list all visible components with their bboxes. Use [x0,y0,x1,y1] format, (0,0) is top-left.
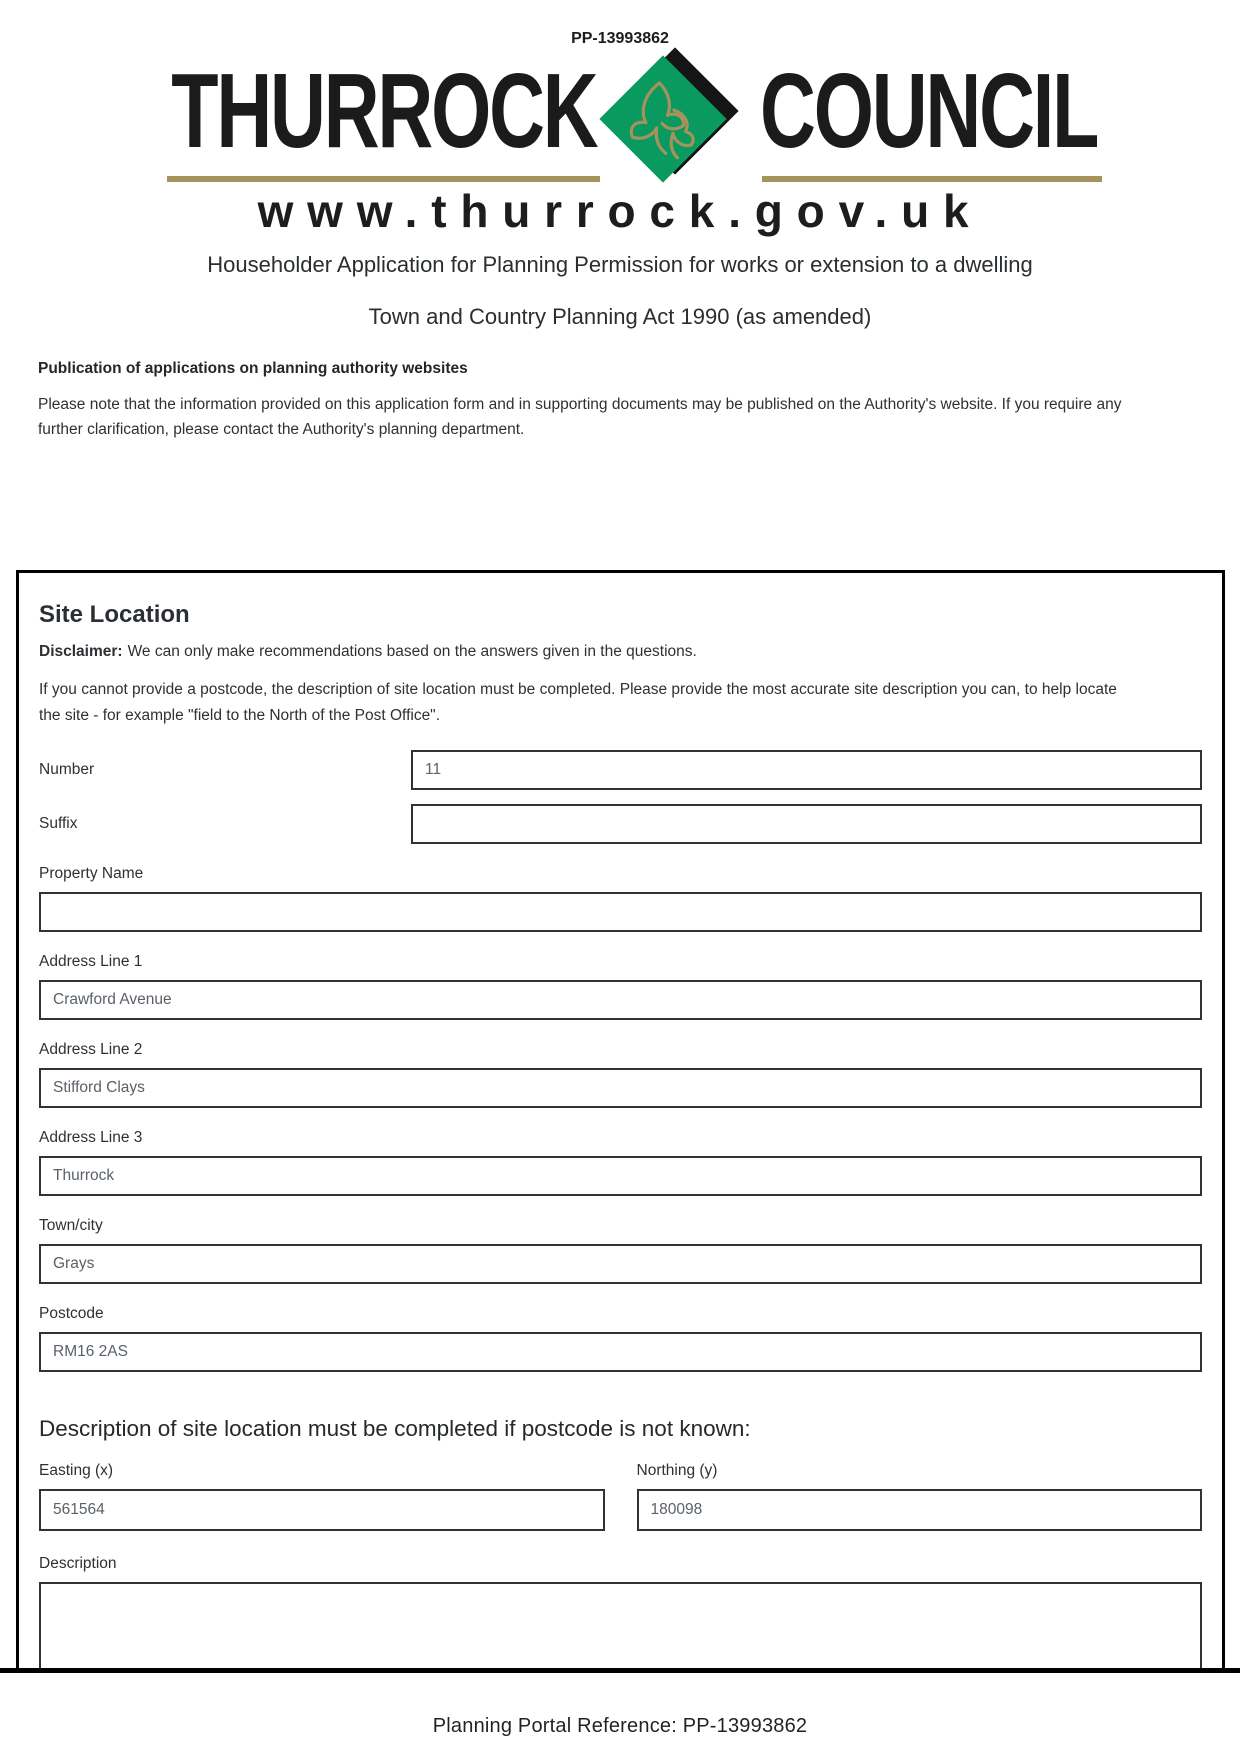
oak-leaf-icon [618,74,708,164]
address-line-3-input[interactable] [39,1156,1202,1196]
website-url: www.thurrock.gov.uk [257,185,983,237]
address-line-3-field [39,1129,1202,1196]
suffix-field [39,804,1202,844]
gold-underline-left [167,176,600,182]
council-wordmark: COUNCIL [760,52,1098,170]
site-location-section [0,570,1240,1668]
number-label: Number [39,761,95,779]
disclaimer-label: Disclaimer: [39,643,123,661]
intro-text: If you cannot provide a postcode, the description of site location must be completed. Please provide the most accurate site description you can, to help locate the site - for example "field to the North of the Post Office". [39,681,1117,724]
description-section-heading: Description of site location must be completed if postcode is not known: [39,1416,751,1442]
town-city-field [39,1217,1202,1284]
page-break-divider [0,1668,1240,1673]
property-name-input[interactable] [39,892,1202,932]
footer-reference: Planning Portal Reference: PP-13993862 [432,1715,808,1738]
act-title: Town and Country Planning Act 1990 (as amended) [368,304,872,329]
suffix-label: Suffix [39,815,78,833]
northing-label: Northing (y) [636,1462,718,1480]
easting-label: Easting (x) [39,1462,114,1480]
town-city-input[interactable] [39,1244,1202,1284]
easting-input[interactable] [39,1489,605,1531]
gold-underline-right [762,176,1102,182]
address-line-2-label: Address Line 2 [39,1041,143,1059]
address-line-1-label: Address Line 1 [39,953,143,971]
northing-field [637,1462,1203,1531]
address-line-1-field [39,953,1202,1020]
coordinates-row [39,1462,1202,1531]
address-line-2-field [39,1041,1202,1108]
disclaimer [39,643,1202,661]
description-input[interactable] [39,1582,1202,1668]
address-line-3-label: Address Line 3 [39,1129,143,1147]
description-label: Description [39,1555,117,1573]
property-name-field [39,865,1202,932]
publication-body: Please note that the information provided on this application form and in supporting documents may be published on the Authority's website. If you require any further clarification, please contact the Authority's planning department. [38,396,1122,439]
number-input[interactable] [411,750,1202,790]
address-line-2-input[interactable] [39,1068,1202,1108]
council-logo [0,54,1240,186]
easting-field [39,1462,605,1531]
postcode-field [39,1305,1202,1372]
diamond-emblem [604,54,736,186]
disclaimer-text: We can only make recommendations based on the answers given in the questions. [127,643,697,661]
form-title: Householder Application for Planning Permission for works or extension to a dwelling [207,252,1033,277]
postcode-label: Postcode [39,1305,104,1323]
reference-number: PP-13993862 [571,30,669,47]
postcode-input[interactable] [39,1332,1202,1372]
address-line-1-input[interactable] [39,980,1202,1020]
suffix-input[interactable] [411,804,1202,844]
thurrock-wordmark: THURROCK [170,52,596,170]
description-field [39,1555,1202,1668]
section-title: Site Location [39,601,190,629]
publication-heading: Publication of applications on planning authority websites [38,360,468,377]
number-field [39,750,1202,790]
town-city-label: Town/city [39,1217,103,1235]
northing-input[interactable] [637,1489,1203,1531]
property-name-label: Property Name [39,865,144,883]
